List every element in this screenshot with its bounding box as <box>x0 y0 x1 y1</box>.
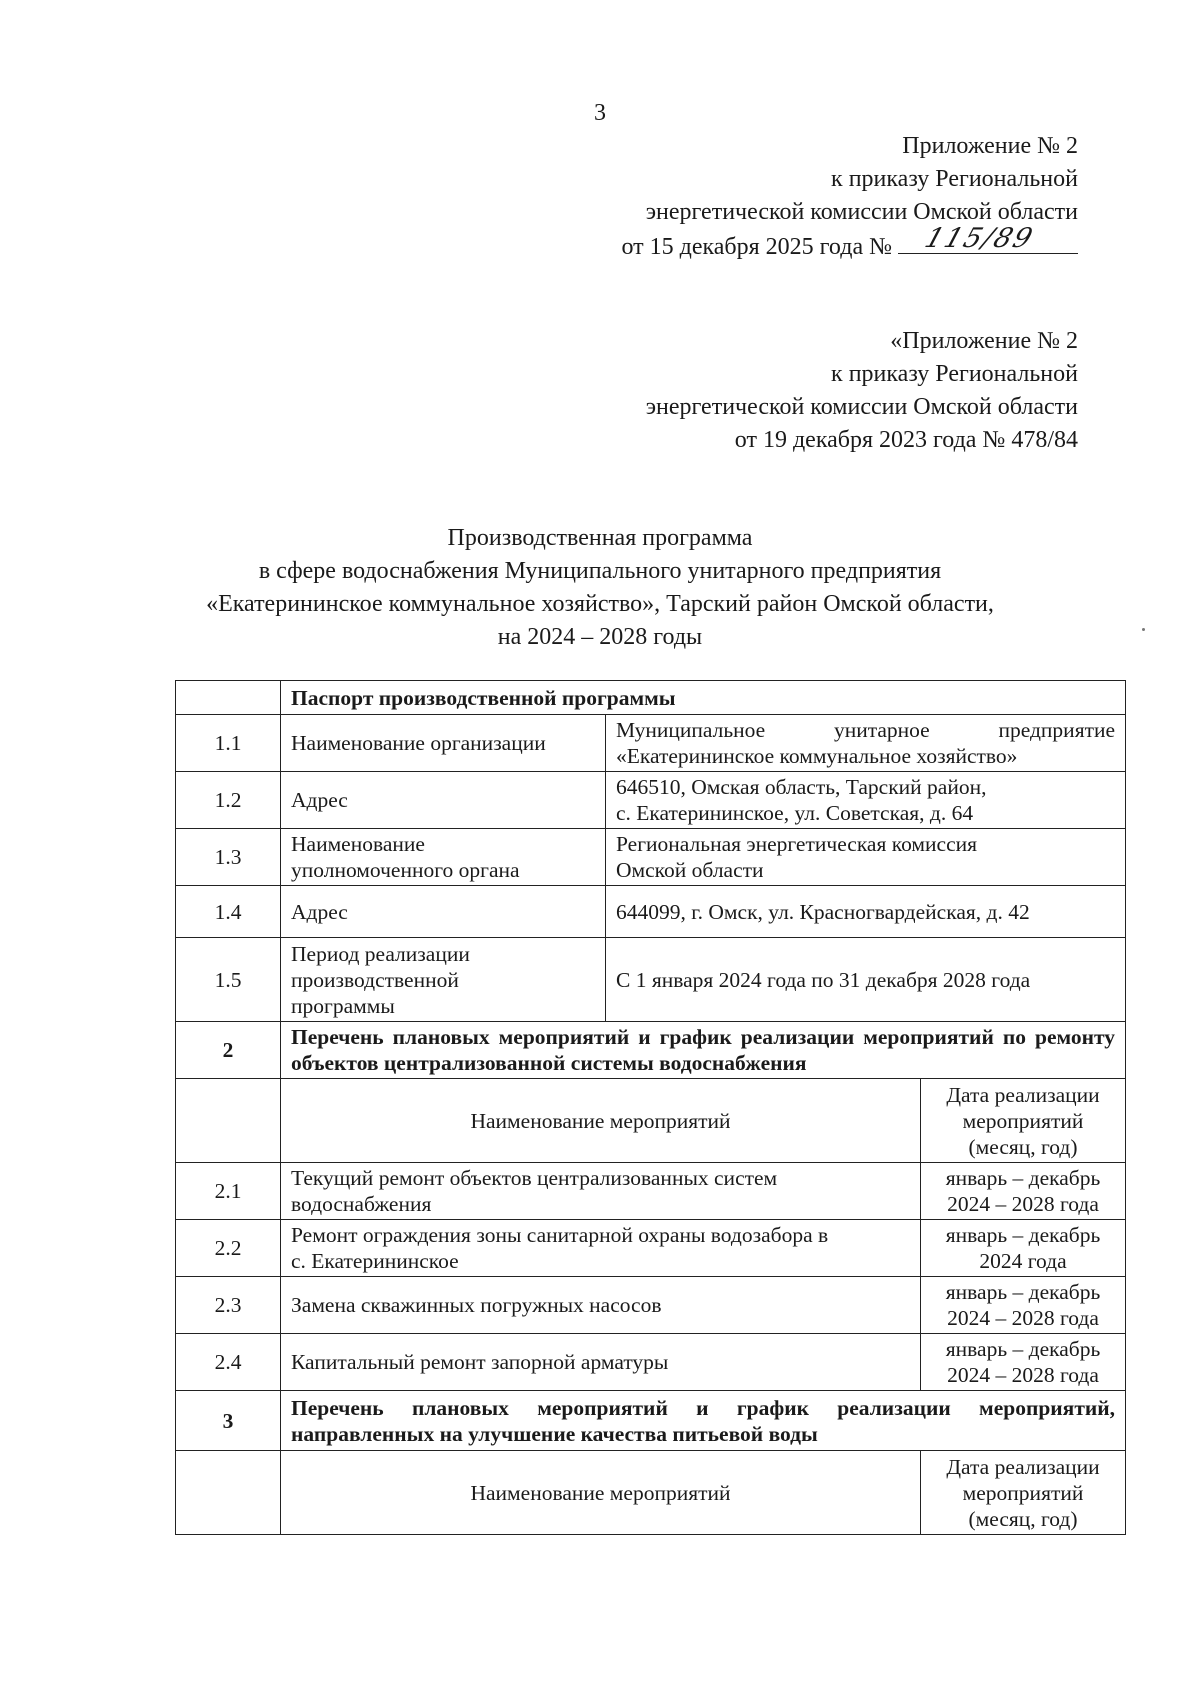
document-title <box>0 522 1200 654</box>
section2-column-header-row <box>176 1079 1126 1163</box>
date-line: 2024 года <box>979 1249 1067 1273</box>
row-label: Адрес <box>281 772 606 829</box>
section3-heading: Перечень плановых мероприятий и график реализации мероприятий, направленных на улучшение качества питьевой воды <box>281 1391 1126 1451</box>
name-line: Текущий ремонт объектов централизованных систем <box>291 1166 778 1190</box>
appendix-old-line2: к приказу Региональной <box>831 361 1078 387</box>
appendix-old-block <box>646 325 1078 457</box>
label-line: производственной <box>291 967 459 992</box>
row-date <box>921 1163 1126 1220</box>
row-label <box>281 938 606 1022</box>
value-line: с. Екатерининское, ул. Советская, д. 64 <box>616 801 974 825</box>
row-number: 2.1 <box>176 1163 281 1220</box>
title-line4: на 2024 – 2028 годы <box>497 624 703 650</box>
section3-heading-row <box>176 1391 1126 1451</box>
name-line: с. Екатерининское <box>291 1249 459 1273</box>
section2-heading-row <box>176 1022 1126 1079</box>
date-line: 2024 – 2028 года <box>947 1363 1099 1387</box>
date-line: 2024 – 2028 года <box>947 1306 1099 1330</box>
label-line: Период реализации <box>291 941 470 966</box>
program-table <box>175 680 1126 1535</box>
appendix-new-line2: к приказу Региональной <box>831 166 1078 192</box>
section2-col-date <box>921 1079 1126 1163</box>
row-value: С 1 января 2024 года по 31 декабря 2028 года <box>606 938 1126 1022</box>
page-number: 3 <box>594 100 606 126</box>
section3-col-date <box>921 1451 1126 1535</box>
row-date <box>921 1334 1126 1391</box>
value-line: Омской области <box>616 858 764 882</box>
table-row <box>176 1220 1126 1277</box>
row-number: 1.2 <box>176 772 281 829</box>
row-label <box>281 829 606 886</box>
passport-heading: Паспорт производственной программы <box>281 681 1126 715</box>
date-line: мероприятий <box>962 1108 1084 1133</box>
appendix-old-line3: энергетической комиссии Омской области <box>645 394 1078 420</box>
table-row <box>176 829 1126 886</box>
row-number: 2.2 <box>176 1220 281 1277</box>
empty-cell <box>176 1451 281 1535</box>
date-line: январь – декабрь <box>945 1223 1101 1247</box>
date-line: январь – декабрь <box>945 1280 1101 1304</box>
row-name <box>281 1163 921 1220</box>
date-line: (месяц, год) <box>968 1134 1078 1159</box>
row-date <box>921 1220 1126 1277</box>
label-line: уполномоченного органа <box>291 858 520 882</box>
appendix-new-line1: Приложение № 2 <box>902 133 1078 159</box>
value-line: 646510, Омская область, Тарский район, <box>616 775 987 799</box>
table-row <box>176 1163 1126 1220</box>
table-row <box>176 772 1126 829</box>
date-line: (месяц, год) <box>968 1506 1078 1531</box>
name-line: водоснабжения <box>291 1192 432 1216</box>
section3-col-name: Наименование мероприятий <box>281 1451 921 1535</box>
row-value: 644099, г. Омск, ул. Красногвардейская, д. 42 <box>606 886 1126 938</box>
date-line: Дата реализации <box>946 1082 1100 1107</box>
date-line: 2024 – 2028 года <box>947 1192 1099 1216</box>
date-line: январь – декабрь <box>945 1337 1101 1361</box>
table-row <box>176 1334 1126 1391</box>
row-number: 1.5 <box>176 938 281 1022</box>
row-value: Муниципальное унитарное предприятие «Екатерининское коммунальное хозяйство» <box>606 715 1126 772</box>
date-line: Дата реализации <box>946 1454 1100 1479</box>
appendix-new-line3: энергетической комиссии Омской области <box>645 199 1078 225</box>
title-line3: «Екатерининское коммунальное хозяйство», Тарский район Омской области, <box>206 591 994 617</box>
row-number: 1.4 <box>176 886 281 938</box>
title-line2: в сфере водоснабжения Муниципального унитарного предприятия <box>258 558 942 584</box>
row-value <box>606 772 1126 829</box>
row-number: 1.3 <box>176 829 281 886</box>
row-number: 2.3 <box>176 1277 281 1334</box>
appendix-old-line1: «Приложение № 2 <box>890 328 1078 354</box>
title-line1: Производственная программа <box>447 525 753 551</box>
appendix-old-line4: от 19 декабря 2023 года № 478/84 <box>734 427 1078 453</box>
table-row <box>176 886 1126 938</box>
row-number: 1.1 <box>176 715 281 772</box>
row-name: Замена скважинных погружных насосов <box>281 1277 921 1334</box>
date-line: январь – декабрь <box>945 1166 1101 1190</box>
table-row <box>176 938 1126 1022</box>
table-row <box>176 715 1126 772</box>
date-line: мероприятий <box>962 1480 1084 1505</box>
scan-speck <box>1142 628 1145 631</box>
label-line: программы <box>291 993 395 1018</box>
section2-heading: Перечень плановых мероприятий и график реализации мероприятий по ремонту объектов централизованной системы водоснабжения <box>281 1022 1126 1079</box>
passport-num-cell <box>176 681 281 715</box>
row-label: Адрес <box>281 886 606 938</box>
handwritten-order-number: 115/89 <box>898 229 1078 254</box>
appendix-new-date: от 15 декабря 2025 года № <box>621 234 892 260</box>
section3-column-header-row <box>176 1451 1126 1535</box>
appendix-new-block <box>621 130 1078 264</box>
section3-number: 3 <box>176 1391 281 1451</box>
table-row <box>176 1277 1126 1334</box>
row-value <box>606 829 1126 886</box>
row-name <box>281 1220 921 1277</box>
section2-number: 2 <box>176 1022 281 1079</box>
row-label: Наименование организации <box>281 715 606 772</box>
row-date <box>921 1277 1126 1334</box>
section2-col-name: Наименование мероприятий <box>281 1079 921 1163</box>
row-name: Капитальный ремонт запорной арматуры <box>281 1334 921 1391</box>
appendix-new-line4 <box>621 223 1078 264</box>
label-line: Наименование <box>291 832 425 856</box>
empty-cell <box>176 1079 281 1163</box>
name-line: Ремонт ограждения зоны санитарной охраны водозабора в <box>291 1223 829 1247</box>
passport-heading-row <box>176 681 1126 715</box>
row-number: 2.4 <box>176 1334 281 1391</box>
value-line: Региональная энергетическая комиссия <box>616 832 978 856</box>
